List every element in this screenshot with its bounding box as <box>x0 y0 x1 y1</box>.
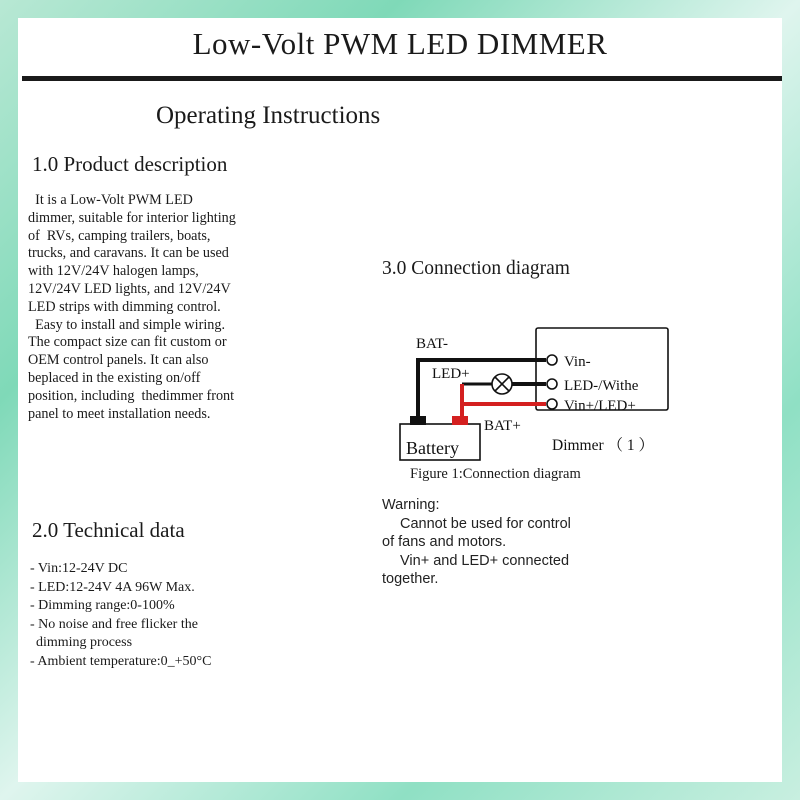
spec-item: - Dimming range:0-100% <box>30 598 175 614</box>
product-description-text <box>28 192 283 423</box>
desc-line: beplaced in the existing on/off <box>28 369 201 386</box>
warning-line: together. <box>382 571 439 587</box>
desc-line: The compact size can fit custom or <box>28 334 227 351</box>
desc-line: of RVs, camping trailers, boats, <box>28 227 211 244</box>
figure-caption: Figure 1:Connection diagram <box>410 466 581 482</box>
battery-negative-terminal <box>410 416 426 425</box>
label-led-plus: LED+ <box>432 366 470 382</box>
section-heading-product-description: 1.0 Product description <box>32 152 228 176</box>
warning-heading: Warning: <box>382 497 440 513</box>
label-led-minus: LED-/Withe <box>564 378 639 394</box>
connection-diagram <box>380 312 680 462</box>
battery-positive-terminal <box>452 416 468 425</box>
desc-line: 12V/24V LED lights, and 12V/24V <box>28 280 231 297</box>
section-heading-connection-diagram: 3.0 Connection diagram <box>382 258 570 279</box>
label-vin-plus: Vin+/LED+ <box>564 398 636 414</box>
spec-item: - No noise and free flicker the <box>30 616 198 632</box>
desc-line: position, including thedimmer front <box>28 387 235 404</box>
page-subtitle: Operating Instructions <box>156 102 381 129</box>
title-divider <box>22 76 782 81</box>
terminal-led-minus <box>547 379 557 389</box>
desc-line: OEM control panels. It can also <box>28 352 209 369</box>
spec-item: - Ambient temperature:0_+50°C <box>30 653 212 669</box>
spec-item: - LED:12-24V 4A 96W Max. <box>30 579 195 595</box>
desc-line: Easy to install and simple wiring. <box>28 316 226 333</box>
label-vin-minus: Vin- <box>564 354 591 370</box>
desc-line: panel to meet installation needs. <box>28 405 211 422</box>
label-bat-minus: BAT- <box>416 336 448 352</box>
terminal-vin-plus <box>547 399 557 409</box>
warning-note <box>382 496 642 589</box>
desc-line: LED strips with dimming control. <box>28 298 221 315</box>
section-heading-technical-data: 2.0 Technical data <box>32 518 185 542</box>
instruction-sheet <box>18 18 782 782</box>
label-battery: Battery <box>406 438 459 458</box>
desc-line: It is a Low-Volt PWM LED <box>28 192 193 208</box>
warning-line: of fans and motors. <box>382 534 507 550</box>
desc-line: dimmer, suitable for interior lighting <box>28 209 236 226</box>
desc-line: trucks, and caravans. It can be used <box>28 245 229 262</box>
spec-item: dimming process <box>36 635 133 651</box>
warning-line: Vin+ and LED+ connected <box>400 552 570 569</box>
spec-item: - Vin:12-24V DC <box>30 561 128 576</box>
label-dimmer: Dimmer （ 1 ） <box>552 437 655 454</box>
document-frame <box>18 18 782 782</box>
technical-data-list <box>30 560 290 672</box>
terminal-vin-minus <box>547 355 557 365</box>
desc-line: with 12V/24V halogen lamps, <box>28 263 199 280</box>
warning-line: Cannot be used for control <box>400 515 571 532</box>
document-title: Low-Volt PWM LED DIMMER <box>192 26 608 61</box>
label-bat-plus: BAT+ <box>484 418 521 434</box>
